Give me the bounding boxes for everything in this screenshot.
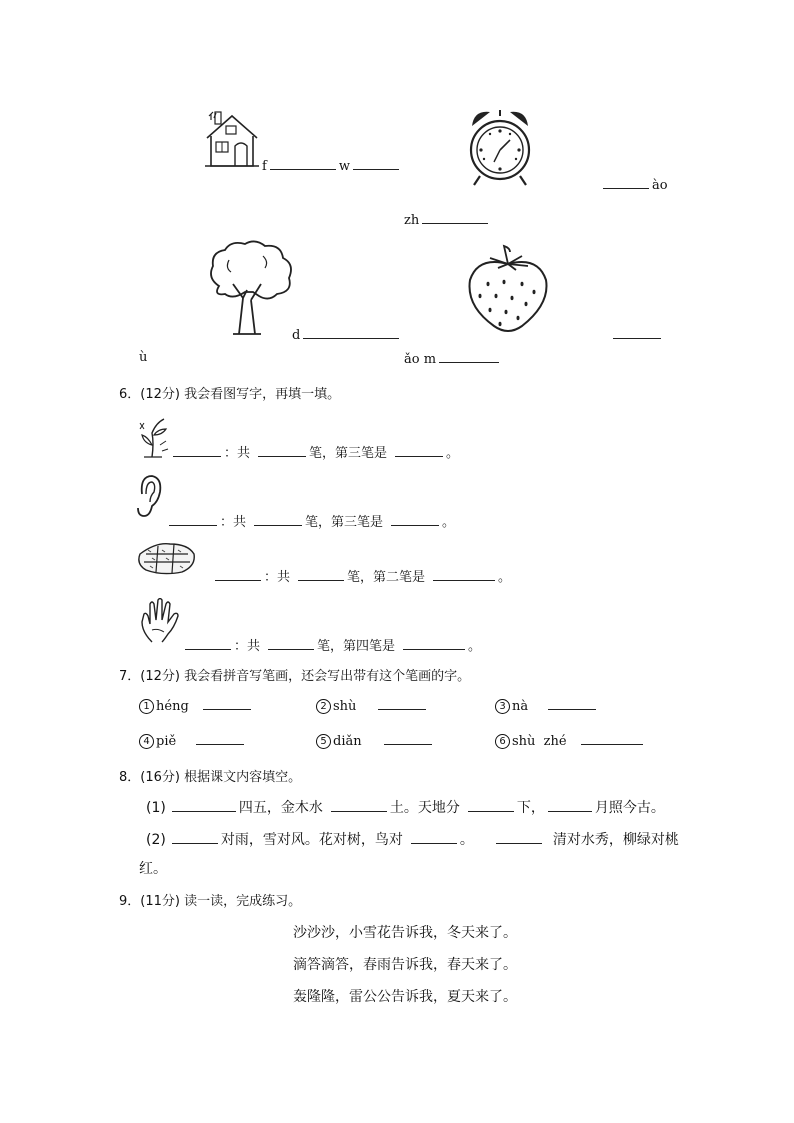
- text: 四五，金木水: [238, 800, 323, 816]
- pinyin-f: f: [262, 159, 267, 174]
- answer-blank[interactable]: [169, 513, 217, 526]
- circled-number: 5: [316, 734, 331, 749]
- pinyin-w: w: [338, 159, 350, 174]
- answer-blank[interactable]: [548, 799, 592, 812]
- poem-line-2: 滴答滴答，春雨告诉我，春天来了。: [293, 957, 517, 973]
- text: 清对水秀，柳绿对桃: [552, 832, 679, 848]
- q6-row-4: [182, 635, 481, 654]
- item-number: (1): [146, 800, 166, 816]
- circled-number: 4: [139, 734, 154, 749]
- answer-blank[interactable]: [391, 513, 439, 526]
- period: 。: [498, 570, 512, 585]
- q7-item-5: [316, 732, 435, 749]
- house-icon: [203, 110, 261, 170]
- answer-blank[interactable]: [172, 831, 218, 844]
- clock-pinyin-zh: [404, 211, 491, 228]
- answer-blank[interactable]: [496, 831, 542, 844]
- answer-blank[interactable]: [258, 444, 306, 457]
- q6-row-1: [170, 442, 459, 461]
- answer-blank[interactable]: [439, 350, 499, 363]
- circled-number: 1: [139, 699, 154, 714]
- ear-icon: [136, 474, 162, 520]
- text: 土。天地分: [389, 800, 460, 816]
- pinyin: shù zhé: [512, 734, 567, 749]
- hand-icon: [138, 598, 180, 644]
- tree-icon: [203, 238, 295, 336]
- pinyin: nà: [512, 699, 529, 714]
- poem-line-3: 轰隆隆，雷公公告诉我，夏天来了。: [293, 989, 517, 1005]
- strawberry-blank-top: [610, 326, 664, 343]
- field-icon: [136, 540, 198, 576]
- answer-blank[interactable]: [603, 176, 649, 189]
- answer-blank[interactable]: [215, 568, 261, 581]
- text-gong: 共: [237, 446, 251, 461]
- answer-blank[interactable]: [403, 637, 465, 650]
- period: 。: [442, 515, 456, 530]
- clock-pinyin-ao: [600, 176, 668, 193]
- period: 。: [446, 446, 460, 461]
- text: 月照今古。: [594, 800, 665, 816]
- answer-blank[interactable]: [422, 211, 488, 224]
- q8-line-1: [146, 797, 665, 817]
- text: 对雨，雪对风。花对树，鸟对: [220, 832, 403, 848]
- text-gong: 共: [277, 570, 291, 585]
- q7-item-2: [316, 697, 429, 714]
- answer-blank[interactable]: [468, 799, 514, 812]
- answer-blank[interactable]: [203, 697, 251, 710]
- text: 。: [459, 832, 474, 848]
- question-8-title: 8．(16分) 根据课文内容填空。: [119, 770, 302, 785]
- colon: ：: [224, 446, 238, 461]
- answer-blank[interactable]: [331, 799, 387, 812]
- answer-blank[interactable]: [548, 697, 596, 710]
- q8-line-2: [146, 829, 679, 849]
- q8-line-3: 红。: [139, 861, 167, 877]
- answer-blank[interactable]: [353, 157, 399, 170]
- house-pinyin-line: [262, 157, 402, 174]
- answer-blank[interactable]: [303, 326, 399, 339]
- seedling-icon: [138, 415, 170, 459]
- answer-blank[interactable]: [411, 831, 457, 844]
- q6-row-2: [166, 511, 455, 530]
- text-bi: 笔，第四笔是: [317, 639, 396, 654]
- pinyin: shù: [333, 699, 357, 714]
- q7-item-3: [495, 697, 599, 714]
- answer-blank[interactable]: [378, 697, 426, 710]
- question-7-title: 7．(12分) 我会看拼音写笔画，还会写出带有这个笔画的字。: [119, 669, 471, 684]
- answer-blank[interactable]: [173, 444, 221, 457]
- answer-blank[interactable]: [196, 732, 244, 745]
- text-gong: 共: [233, 515, 247, 530]
- strawberry-pinyin-aom: [404, 350, 502, 367]
- item-number: (2): [146, 832, 166, 848]
- question-9-title: 9．(11分) 读一读，完成练习。: [119, 894, 302, 909]
- answer-blank[interactable]: [613, 326, 661, 339]
- answer-blank[interactable]: [185, 637, 231, 650]
- tree-pinyin-d: [292, 326, 402, 343]
- poem-line-1: 沙沙沙，小雪花告诉我，冬天来了。: [293, 925, 517, 941]
- colon: ：: [234, 639, 248, 654]
- strawberry-icon: [464, 244, 552, 336]
- circled-number: 3: [495, 699, 510, 714]
- circled-number: 6: [495, 734, 510, 749]
- colon: ：: [220, 515, 234, 530]
- circled-number: 2: [316, 699, 331, 714]
- q7-item-1: [139, 697, 254, 714]
- answer-blank[interactable]: [395, 444, 443, 457]
- text-bi: 笔，第三笔是: [305, 515, 384, 530]
- pinyin-ao: ào: [652, 178, 668, 193]
- alarm-clock-icon: [466, 106, 534, 188]
- text-gong: 共: [247, 639, 261, 654]
- pinyin: héng: [156, 699, 189, 714]
- colon: ：: [264, 570, 278, 585]
- text-bi: 笔，第二笔是: [347, 570, 426, 585]
- pinyin-zh: zh: [404, 213, 420, 228]
- tree-pinyin-u: ù: [139, 350, 148, 365]
- text: 下，: [516, 800, 545, 816]
- q7-item-6: [495, 732, 646, 749]
- answer-blank[interactable]: [268, 637, 314, 650]
- pinyin-aom: ǎo m: [404, 352, 437, 367]
- text-bi: 笔，第三笔是: [309, 446, 388, 461]
- answer-blank[interactable]: [384, 732, 432, 745]
- pinyin: piě: [156, 734, 177, 749]
- period: 。: [468, 639, 482, 654]
- q6-row-3: [212, 566, 511, 585]
- pinyin: diǎn: [333, 734, 362, 749]
- answer-blank[interactable]: [433, 568, 495, 581]
- answer-blank[interactable]: [254, 513, 302, 526]
- pinyin-d: d: [292, 328, 301, 343]
- answer-blank[interactable]: [172, 799, 236, 812]
- question-6-title: 6．(12分) 我会看图写字，再填一填。: [119, 387, 341, 402]
- answer-blank[interactable]: [298, 568, 344, 581]
- q7-item-4: [139, 732, 247, 749]
- answer-blank[interactable]: [581, 732, 643, 745]
- answer-blank[interactable]: [270, 157, 336, 170]
